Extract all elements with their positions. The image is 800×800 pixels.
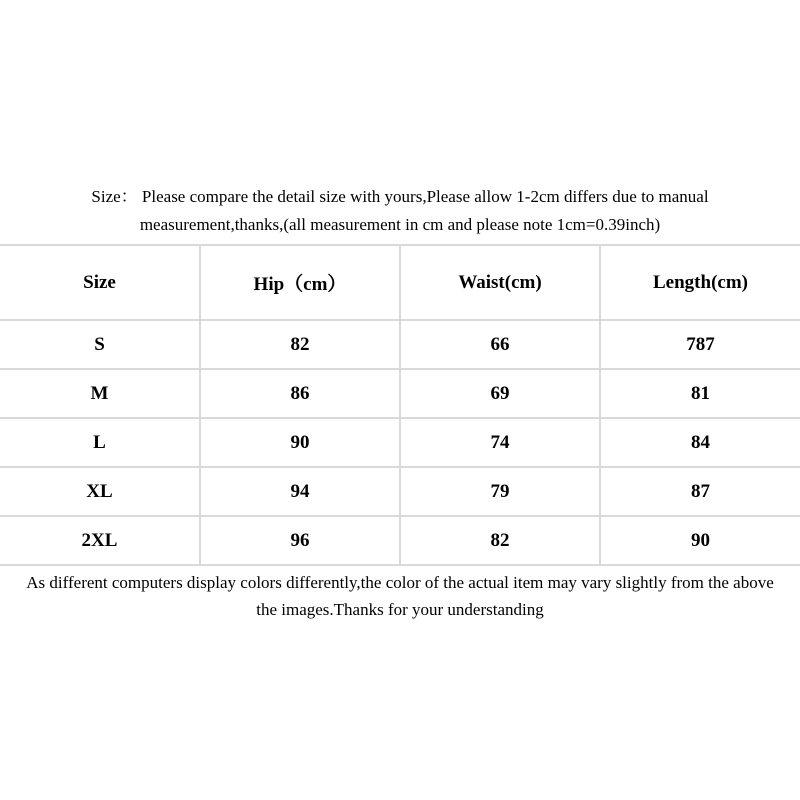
cell-length: 87	[600, 467, 800, 516]
size-chart-table	[0, 244, 800, 566]
table-row-s	[0, 320, 800, 369]
cell-hip: 96	[200, 516, 400, 565]
cell-waist: 82	[400, 516, 600, 565]
cell-size: 2XL	[0, 516, 200, 565]
table-row-2xl	[0, 516, 800, 565]
intro-text	[0, 183, 800, 239]
table-row-l	[0, 418, 800, 467]
color-disclaimer-text	[0, 569, 800, 623]
column-header-size: Size	[0, 245, 200, 320]
cell-size: S	[0, 320, 200, 369]
disclaimer-line-1: As different computers display colors differently,the color of the actual item may vary slightly from the above	[26, 573, 774, 592]
cell-hip: 82	[200, 320, 400, 369]
cell-size: XL	[0, 467, 200, 516]
cell-size: M	[0, 369, 200, 418]
cell-hip: 86	[200, 369, 400, 418]
cell-size: L	[0, 418, 200, 467]
table-header-row	[0, 245, 800, 320]
cell-length: 81	[600, 369, 800, 418]
column-header-waist: Waist(cm)	[400, 245, 600, 320]
cell-length: 90	[600, 516, 800, 565]
cell-length: 787	[600, 320, 800, 369]
cell-waist: 69	[400, 369, 600, 418]
cell-waist: 66	[400, 320, 600, 369]
column-header-hip: Hip（cm）	[200, 245, 400, 320]
cell-waist: 79	[400, 467, 600, 516]
table-row-xl	[0, 467, 800, 516]
cell-length: 84	[600, 418, 800, 467]
column-header-length: Length(cm)	[600, 245, 800, 320]
cell-waist: 74	[400, 418, 600, 467]
cell-hip: 94	[200, 467, 400, 516]
intro-line-1: Size： Please compare the detail size with yours,Please allow 1-2cm differs due to manual	[91, 187, 709, 206]
cell-hip: 90	[200, 418, 400, 467]
disclaimer-line-2: the images.Thanks for your understanding	[256, 600, 544, 619]
intro-line-2: measurement,thanks,(all measurement in cm and please note 1cm=0.39inch)	[139, 215, 661, 234]
table-row-m	[0, 369, 800, 418]
